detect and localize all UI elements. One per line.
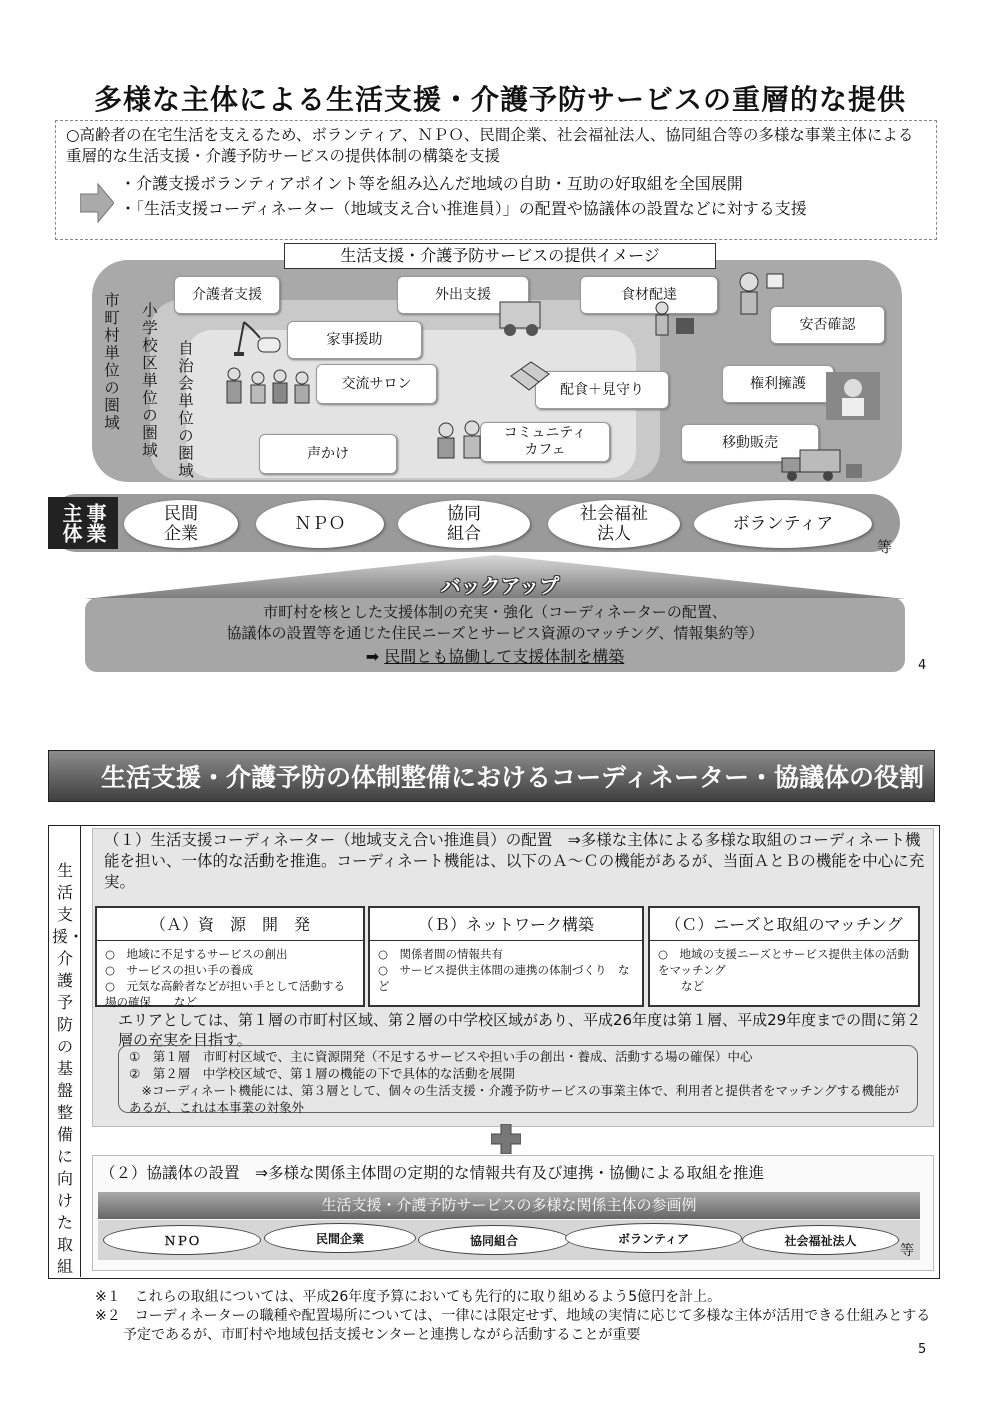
- actor-npo: ＮＰＯ: [256, 500, 384, 548]
- mobile-sales-truck-illustration: [780, 444, 866, 486]
- function-b-box: [368, 906, 644, 1007]
- area-label-school: 小学校区単位の圏域: [140, 302, 158, 460]
- bullet-item: ・介護支援ボランティアポイント等を組み込んだ地域の自助・互助の好取組を全国展開: [120, 174, 743, 193]
- image-title: 生活支援・介護予防サービスの提供イメージ: [284, 243, 716, 269]
- actor-cooperative: 協同 組合: [398, 500, 530, 548]
- service-housework: 家事援助: [287, 321, 422, 359]
- bullet-list: [62, 171, 932, 221]
- footnote-1: ※１ これらの取組については、平成26年度予算においても先行的に取り組めるよう5億円を計上。: [95, 1289, 722, 1305]
- actors-label: [48, 497, 118, 549]
- function-b-title: （Ｂ）ネットワーク構築: [370, 908, 642, 941]
- service-caregiver-support: 介護者支援: [174, 276, 280, 314]
- bullet-item: ・「生活支援コーディネーター（地域支え合い推進員）」の配置や協議体の設置などに対する支援: [120, 199, 807, 218]
- checking-person-illustration: [735, 270, 791, 318]
- function-a-body: ○ 地域に不足するサービスの創出 ○ サービスの担い手の養成 ○ 元気な高齢者などが担い手として活動する場の確保 など: [105, 947, 346, 1009]
- area-text: エリアとしては、第１層の市町村区域、第２層の中学校区域があり、平成26年度は第１層、平成29年度までの間に第２層の充実を目指す。: [118, 1011, 922, 1049]
- actor-private-company: 民間 企業: [124, 500, 238, 548]
- plus-icon: [491, 1124, 521, 1154]
- service-safety-check: 安否確認: [770, 306, 885, 344]
- delivery-person-illustration: [650, 300, 700, 342]
- backup-line: 協議体の設置等を通じた住民ニーズとサービス資源のマッチング、情報集約等）: [226, 624, 764, 642]
- backup-text: [85, 602, 905, 667]
- right-arrow-icon: ➡: [365, 647, 385, 666]
- council-member-private-company: 民間企業: [264, 1223, 416, 1253]
- function-b-body: ○ 関係者間の情報共有 ○ サービス提供主体間の連携の体制づくり など: [378, 947, 630, 993]
- advocacy-illustration: [826, 372, 880, 420]
- service-rights-advocacy: 権利擁護: [722, 365, 834, 403]
- meal-box-illustration: [507, 358, 551, 394]
- council-member-social-welfare-corp: 社会福祉法人: [742, 1225, 899, 1255]
- page-title: 多様な主体による生活支援・介護予防サービスの重層的な提供: [93, 83, 906, 116]
- function-c-box: [648, 906, 920, 1007]
- page-number: 5: [918, 1342, 927, 1357]
- function-c-title: （Ｃ）ニーズと取組のマッチング: [650, 908, 918, 941]
- backup-conclusion-row: [85, 646, 905, 667]
- right-arrow-icon: [80, 182, 114, 224]
- actors-etc: 等: [877, 538, 893, 556]
- service-community-cafe: コミュニティ カフェ: [480, 422, 610, 462]
- service-mobile-sales: 移動販売: [681, 424, 819, 462]
- council-title: 生活支援・介護予防サービスの多様な関係主体の参画例: [98, 1192, 920, 1219]
- council-member-cooperative: 協同組合: [418, 1225, 570, 1255]
- item2-text: （２）協議体の設置 ⇒多様な関係主体間の定期的な情報共有及び連携・協働による取組を推進: [100, 1164, 764, 1182]
- service-outing-support: 外出支援: [397, 276, 529, 314]
- function-a-title: （Ａ）資 源 開 発: [97, 908, 363, 941]
- function-c-body: ○ 地域の支援ニーズとサービス提供主体の活動をマッチング など: [658, 947, 909, 993]
- actor-social-welfare-corp: 社会福祉 法人: [548, 500, 680, 548]
- side-label: 生活支援・介護予防の基盤整備に向けた取組: [52, 861, 85, 1276]
- backup-conclusion: 民間とも協働して支援体制を構築: [384, 647, 625, 666]
- layer-note: ※コーディネート機能には、第３層として、個々の生活支援・介護予防サービスの事業主体で、利用者と提供者をマッチングする機能があるが、これは本事業の対象外: [129, 1083, 900, 1115]
- item1-text: （１）生活支援コーディネーター（地域支え合い推進員）の配置 ⇒多様な主体による多様な取組のコーディネート機能を担い、一体的な活動を推進。コーディネート機能は、以下のＡ～Ｃの機能があるが、当面ＡとＢの機能を中心に充実。: [104, 831, 925, 891]
- layer-note: ② 第２層 中学校区域で、第１層の機能の下で具体的な活動を展開: [129, 1066, 515, 1081]
- footnotes: [95, 1288, 935, 1345]
- page-number: 4: [918, 658, 927, 673]
- backup-label: バックアップ: [440, 574, 560, 598]
- council-member-volunteer: ボランティア: [565, 1223, 742, 1253]
- service-meal-watch: 配食＋見守り: [535, 371, 669, 409]
- service-food-delivery: 食材配達: [580, 276, 718, 314]
- service-greeting: 声かけ: [259, 434, 397, 474]
- council-member-npo: ＮＰＯ: [103, 1225, 261, 1255]
- vacuum-illustration: [234, 318, 284, 358]
- cafe-people-illustration: [432, 418, 488, 464]
- actor-volunteer: ボランティア: [694, 500, 872, 548]
- function-a-box: [95, 906, 365, 1007]
- layer-notes: [118, 1045, 918, 1113]
- area-label-municipal: 市町村単位の圏域: [102, 292, 120, 432]
- intro-text: [62, 125, 932, 221]
- service-salon: 交流サロン: [316, 364, 437, 404]
- backup-line: 市町村を核とした支援体制の充実・強化（コーディネーターの配置、: [263, 603, 727, 621]
- wheelchair-vehicle-illustration: [498, 296, 546, 338]
- footnote-2: ※２ コーディネーターの職種や配置場所については、一律には限定せず、地域の実情に応じて多様な主体が活用できる仕組みとする予定であるが、市町村や地域包括支援センターと連携しながら活動することが重要: [95, 1308, 931, 1343]
- intro-paragraph: ○高齢者の在宅生活を支えるため、ボランティア、ＮＰＯ、民間企業、社会福祉法人、協同組合等の多様な事業主体による重層的な生活支援・介護予防サービスの提供体制の構築を支援: [66, 126, 914, 165]
- actors-label-text: 事業 主体: [59, 503, 107, 543]
- council-etc: 等: [900, 1243, 914, 1259]
- layer-note: ① 第１層 市町村区域で、主に資源開発（不足するサービスや担い手の創出・養成、活動する場の確保）中心: [129, 1049, 753, 1064]
- section-title: 生活支援・介護予防の体制整備におけるコーディネーター・協議体の役割: [48, 750, 935, 802]
- area-label-community: 自治会単位の圏域: [176, 340, 194, 480]
- elderly-group-illustration: [222, 364, 314, 414]
